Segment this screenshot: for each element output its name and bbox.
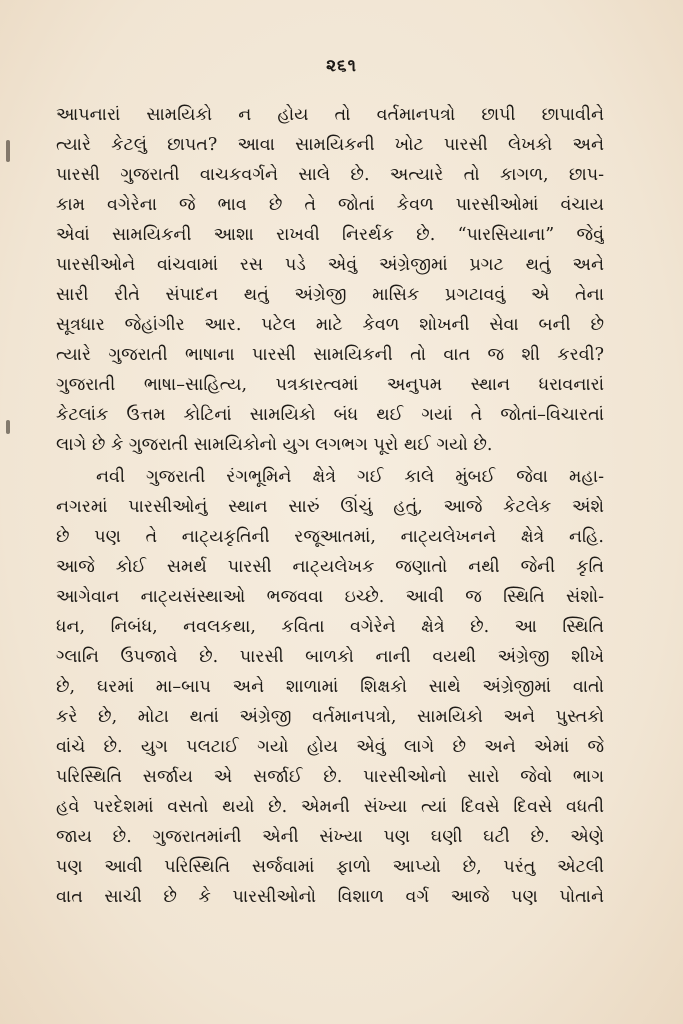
text-line: આજે કોઈ સમર્થ પારસી નાટ્યલેખક જણાતો નથી જેની કૃતિ: [56, 557, 604, 577]
text-line: વાત સાચી છે કે પારસીઓનો વિશાળ વર્ગ આજે પણ પોતાને: [56, 887, 604, 907]
text-line: છે, ઘરમાં મા–બાપ અને શાળામાં શિક્ષકો સાથે અંગ્રેજીમાં વાતો: [56, 677, 604, 697]
text-line: પારસી ગુજરાતી વાચકવર્ગને સાલે છે. અત્યારે તો કાગળ, છાપ-: [56, 165, 604, 185]
text-line: કેટલાંક ઉત્તમ કોટિનાં સામયિકો બંધ થઈ ગયાં તે જોતાં–વિચારતાં: [56, 405, 604, 425]
text-line: ગુજરાતી ભાષા–સાહિત્ય, પત્રકારત્વમાં અનુપમ સ્થાન ધરાવનારાં: [56, 375, 604, 395]
text-line: એવાં સામયિકની આશા રાખવી નિરર્થક છે. “પારસિયાના” જેવું: [56, 225, 604, 245]
text-line: ગ્લાનિ ઉપજાવે છે. પારસી બાળકો નાની વયથી અંગ્રેજી શીખે: [56, 647, 604, 667]
text-line: હવે પરદેશમાં વસતો થયો છે. એમની સંખ્યા ત્યાં દિવસે દિવસે વધતી: [56, 797, 604, 817]
text-line: ધન, નિબંધ, નવલકથા, કવિતા વગેરેને ક્ષેત્રે છે. આ સ્થિતિ: [56, 617, 604, 637]
text-line: પારસીઓને વાંચવામાં રસ પડે એવું અંગ્રેજીમાં પ્રગટ થતું અને: [56, 255, 604, 275]
text-line: પરિસ્થિતિ સર્જાય એ સર્જાઈ છે. પારસીઓનો સારો જેવો ભાગ: [56, 767, 604, 787]
paragraph: [56, 462, 604, 912]
text-line: આપનારાં સામયિકો ન હોય તો વર્તમાનપત્રો છાપી છાપાવીને: [56, 105, 604, 125]
text-line: કામ વગેરેના જે ભાવ છે તે જોતાં કેવળ પારસીઓમાં વંચાય: [56, 195, 604, 215]
text-line: વાંચે છે. યુગ પલટાઈ ગયો હોય એવું લાગે છે અને એમાં જે: [56, 737, 604, 757]
text-line: પણ આવી પરિસ્થિતિ સર્જવામાં ફાળો આપ્યો છે, પરંતુ એટલી: [56, 857, 604, 877]
text-line: નવી ગુજરાતી રંગભૂમિને ક્ષેત્રે ગઈ કાલે મુંબઈ જેવા મહા-: [96, 467, 604, 487]
text-line: કરે છે, મોટા થતાં અંગ્રેજી વર્તમાનપત્રો, સામયિકો અને પુસ્તકો: [56, 707, 604, 727]
text-line: ત્યારે ગુજરાતી ભાષાના પારસી સામયિકની તો વાત જ શી કરવી?: [56, 345, 604, 365]
text-line: છે પણ તે નાટ્યકૃતિની રજૂઆતમાં, નાટ્યલેખનને ક્ષેત્રે નહિ.: [56, 527, 604, 547]
text-line: નગરમાં પારસીઓનું સ્થાન સારું ઊંચું હતું, આજે કેટલેક અંશે: [56, 497, 604, 517]
page-body: [56, 100, 604, 912]
text-line: સારી રીતે સંપાદન થતું અંગ્રેજી માસિક પ્રગટાવવું એ તેના: [56, 285, 604, 305]
text-line: જાય છે. ગુજરાતમાંની એની સંખ્યા પણ ઘણી ઘટી છે. એણે: [56, 827, 604, 847]
binding-shadow-mark: [6, 420, 10, 434]
text-line: આગેવાન નાટ્યસંસ્થાઓ ભજવવા ઇચ્છે. આવી જ સ્થિતિ સંશો-: [56, 587, 604, 607]
text-line: ત્યારે કેટલું છાપત? આવા સામયિકની ખોટ પારસી લેખકો અને: [56, 135, 604, 155]
page-number: ૨૬૧: [326, 56, 357, 76]
text-line: સૂત્રધાર જેહાંગીર આર. પટેલ માટે કેવળ શોખની સેવા બની છે: [56, 315, 604, 335]
binding-shadow-mark: [6, 140, 10, 162]
paragraph: [56, 100, 604, 460]
text-line: લાગે છે કે ગુજરાતી સામયિકોનો યુગ લગભગ પૂરો થઈ ગયો છે.: [56, 435, 493, 455]
